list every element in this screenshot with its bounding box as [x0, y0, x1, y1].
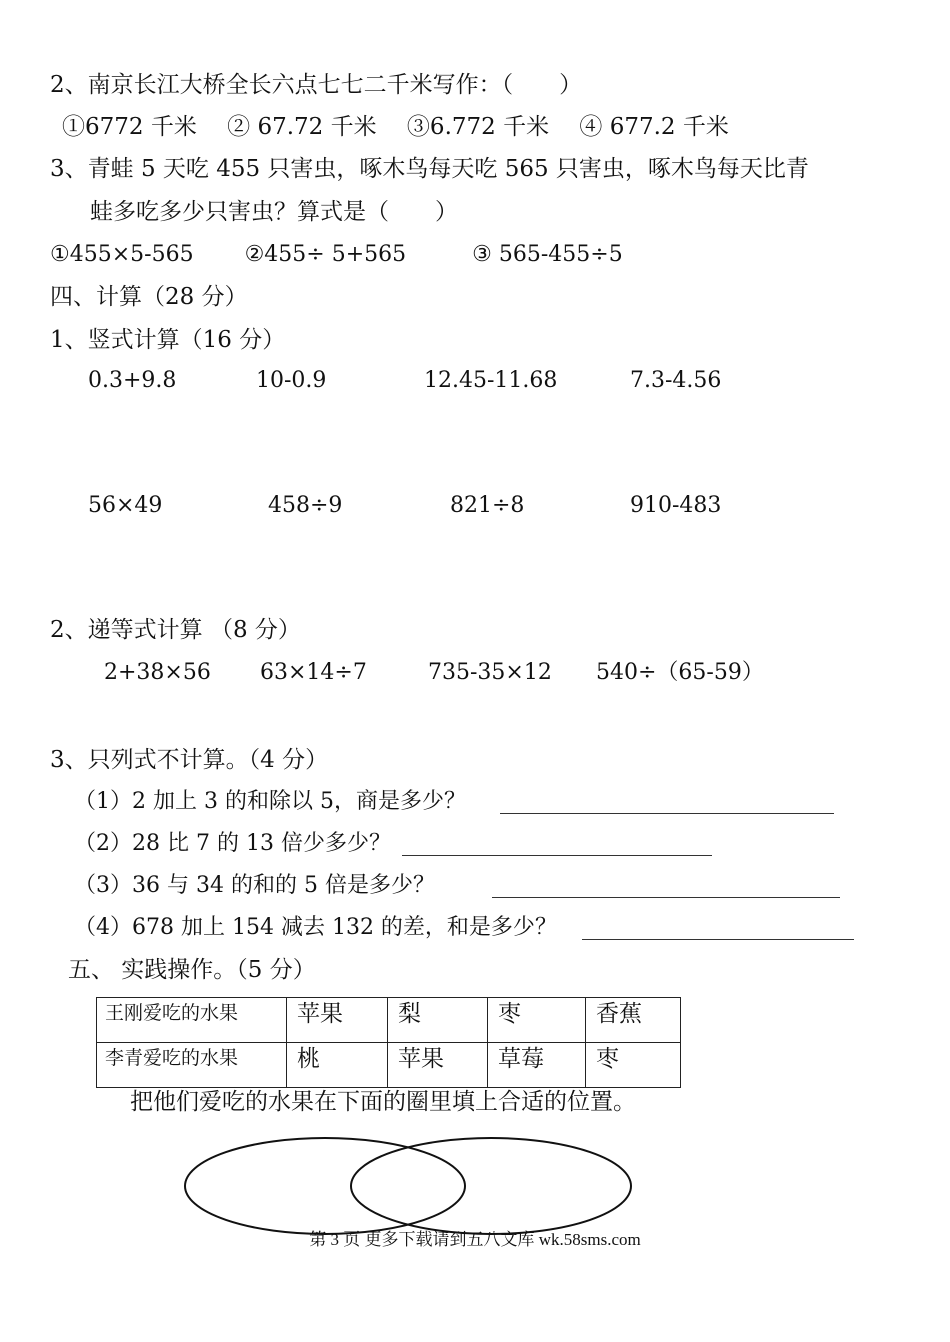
expression-question: （1）2 加上 3 的和除以 5，商是多少？	[74, 789, 466, 814]
section-4-1-title: 1、竖式计算（16 分）	[50, 327, 286, 353]
table-cell: 苹果	[287, 998, 388, 1043]
step-calc-item: 735-35×12	[428, 660, 552, 685]
question-3-options: ①455×5-565 ②455÷ 5+565 ③ 565-455÷5	[50, 242, 623, 267]
expression-question: （3）36 与 34 的和的 5 倍是多少？	[74, 873, 435, 898]
venn-circle-left[interactable]	[185, 1138, 465, 1234]
step-calc-item: 540÷（65-59）	[596, 660, 764, 685]
expression-question: （2）28 比 7 的 13 倍少多少？	[74, 831, 391, 856]
table-cell: 枣	[586, 1043, 681, 1088]
vertical-calc-item: 458÷9	[268, 493, 343, 518]
vertical-calc-item: 12.45-11.68	[424, 368, 558, 393]
section-4-2-title: 2、递等式计算 （8 分）	[50, 617, 301, 643]
section-5-instruction: 把他们爱吃的水果在下面的圈里填上合适的位置。	[130, 1089, 636, 1115]
question-2-options: ①6772 千米 ② 67.72 千米 ③6.772 千米 ④ 677.2 千米	[62, 114, 729, 140]
vertical-calc-item: 10-0.9	[256, 368, 327, 393]
step-calc-item: 2+38×56	[104, 660, 211, 685]
vertical-calc-item: 910-483	[630, 493, 722, 518]
table-cell: 香蕉	[586, 998, 681, 1043]
section-4-title: 四、计算（28 分）	[50, 284, 248, 310]
table-cell: 苹果	[388, 1043, 488, 1088]
section-5-title: 五、 实践操作。（5 分）	[68, 957, 316, 983]
question-2-text: 2、南京长江大桥全长六点七七二千米写作：（ ）	[50, 72, 583, 98]
question-3-line2: 蛙多吃多少只害虫？算式是（ ）	[90, 199, 458, 225]
vertical-calc-item: 7.3-4.56	[630, 368, 722, 393]
table-cell: 李青爱吃的水果	[97, 1043, 287, 1088]
section-4-3-title: 3、只列式不计算。（4 分）	[50, 747, 329, 773]
table-cell: 王刚爱吃的水果	[97, 998, 287, 1043]
table-cell: 梨	[388, 998, 488, 1043]
venn-circle-right[interactable]	[351, 1138, 631, 1234]
expression-question: （4）678 加上 154 减去 132 的差，和是多少？	[74, 915, 557, 940]
vertical-calc-item: 0.3+9.8	[88, 368, 177, 393]
step-calc-item: 63×14÷7	[260, 660, 367, 685]
page-footer: 第 3 页 更多下载请到五八文库 wk.58sms.com	[309, 1230, 641, 1249]
question-3-line1: 3、青蛙 5 天吃 455 只害虫，啄木鸟每天吃 565 只害虫，啄木鸟每天比青	[50, 156, 809, 182]
table-cell: 桃	[287, 1043, 388, 1088]
table-cell: 草莓	[488, 1043, 586, 1088]
table-cell: 枣	[488, 998, 586, 1043]
vertical-calc-item: 56×49	[88, 493, 163, 518]
vertical-calc-item: 821÷8	[450, 493, 525, 518]
